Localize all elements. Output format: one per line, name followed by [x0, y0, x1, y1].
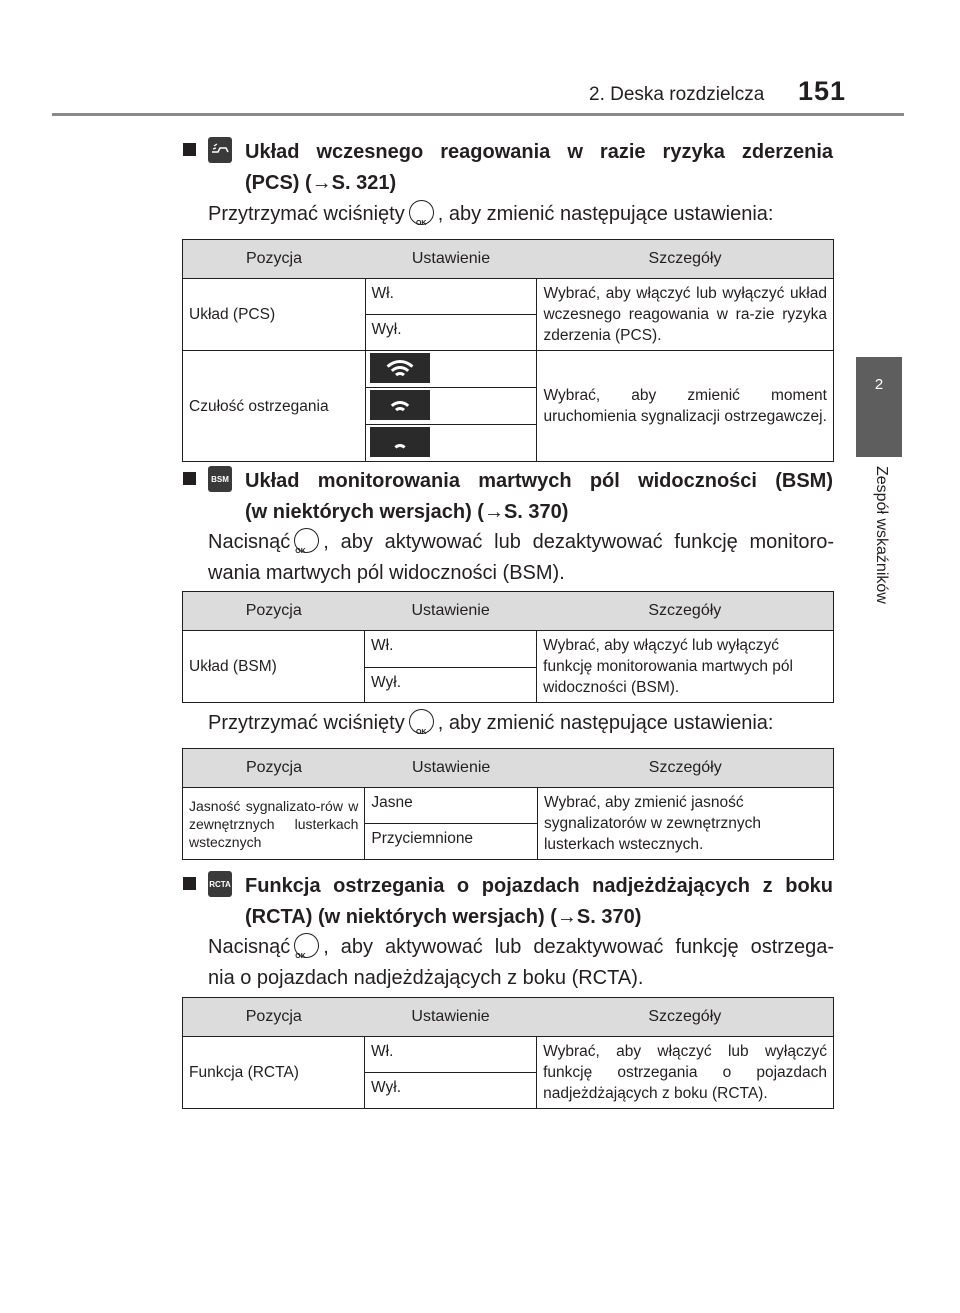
table-cell: Jasność sygnalizato-rów w zewnętrznych lusterkach wstecznych: [183, 788, 365, 860]
table-cell: Funkcja (RCTA): [183, 1037, 365, 1109]
bsm-brightness-instruction: Przytrzymać wciśniętyOK , aby zmienić następujące ustawienia:: [208, 708, 834, 739]
table-cell: [365, 351, 537, 388]
rcta-instruction: NacisnąćOK , aby aktywować lub dezaktywować funkcję ostrzega- nia o pojazdach nadjeżdżających z boku (RCTA).: [208, 932, 834, 994]
table-cell: Układ (PCS): [183, 279, 366, 351]
sensitivity-high-icon: [370, 353, 430, 383]
pcs-instruction: Przytrzymać wciśniętyOK , aby zmienić następujące ustawienia:: [208, 199, 834, 230]
table-cell: Przyciemnione: [365, 824, 538, 860]
ok-button-icon: [294, 933, 319, 958]
table-cell: Wł.: [365, 1037, 537, 1073]
table-cell: Wł.: [365, 279, 537, 315]
chapter-tab: [856, 357, 902, 457]
table-cell: Czułość ostrzegania: [183, 351, 366, 462]
column-header: Pozycja: [183, 749, 365, 788]
table-cell: Wybrać, aby zmienić moment uruchomienia sygnalizacji ostrzegawczej.: [537, 351, 834, 462]
column-header: Pozycja: [183, 998, 365, 1037]
bsm-icon: BSM: [208, 466, 232, 492]
table-cell: [365, 425, 537, 462]
section-title: 2. Deska rozdzielcza: [589, 84, 765, 105]
table-cell: Wybrać, aby zmienić jasność sygnalizatorów w zewnętrznych lusterkach wstecznych.: [537, 788, 833, 860]
chapter-label: Zespół wskaźników: [873, 466, 890, 604]
rcta-icon: RCTA: [208, 871, 232, 897]
bullet-square-icon: [183, 143, 196, 156]
sensitivity-low-icon: [370, 427, 430, 457]
rcta-heading: RCTA Funkcja ostrzegania o pojazdach nadjeżdżających z boku (RCTA) (w niektórych wersjach) (→S. 370): [183, 871, 833, 933]
bullet-square-icon: [183, 472, 196, 485]
bsm-heading: BSM Układ monitorowania martwych pól widoczności (BSM) (w niektórych wersjach) (→S. 370): [183, 466, 833, 528]
column-header: Ustawienie: [365, 998, 537, 1037]
table-cell: Wybrać, aby włączyć lub wyłączyć układ wczesnego reagowania w ra-zie ryzyka zderzenia (PCS).: [537, 279, 834, 351]
table-cell: Wył.: [365, 315, 537, 351]
bsm-table: [182, 591, 834, 703]
bullet-square-icon: [183, 877, 196, 890]
bsm-brightness-table: [182, 748, 834, 860]
pcs-icon: [208, 137, 232, 163]
ok-button-icon: [294, 528, 319, 553]
column-header: Szczegóły: [537, 240, 834, 279]
pcs-table: [182, 239, 834, 462]
table-cell: Wył.: [365, 1073, 537, 1109]
ok-button-icon: [409, 200, 434, 225]
header-rule: [52, 113, 904, 116]
column-header: Pozycja: [183, 592, 365, 631]
table-cell: Układ (BSM): [183, 631, 365, 703]
table-cell: Wł.: [365, 631, 537, 668]
table-cell: [365, 388, 537, 425]
column-header: Szczegóły: [537, 749, 833, 788]
sensitivity-medium-icon: [370, 390, 430, 420]
chapter-number: 2: [874, 376, 884, 393]
column-header: Szczegóły: [537, 998, 834, 1037]
table-cell: Wył.: [365, 668, 537, 703]
table-cell: Wybrać, aby włączyć lub wyłączyć funkcję monitorowania martwych pól widoczności (BSM).: [537, 631, 834, 703]
rcta-table: [182, 997, 834, 1109]
bsm-instruction: NacisnąćOK , aby aktywować lub dezaktywować funkcję monitoro- wania martwych pól widoczności (BSM).: [208, 527, 834, 589]
table-cell: Jasne: [365, 788, 538, 824]
column-header: Ustawienie: [365, 240, 537, 279]
table-cell: Wybrać, aby włączyć lub wyłączyć funkcję ostrzegania o pojazdach nadjeżdżających z boku (RCTA).: [537, 1037, 834, 1109]
pcs-heading: Układ wczesnego reagowania w razie ryzyka zderzenia (PCS) (→S. 321): [183, 137, 833, 199]
column-header: Ustawienie: [365, 592, 537, 631]
page-number: 151: [798, 76, 847, 106]
column-header: Ustawienie: [365, 749, 538, 788]
column-header: Szczegóły: [537, 592, 834, 631]
ok-button-icon: [409, 709, 434, 734]
column-header: Pozycja: [183, 240, 366, 279]
